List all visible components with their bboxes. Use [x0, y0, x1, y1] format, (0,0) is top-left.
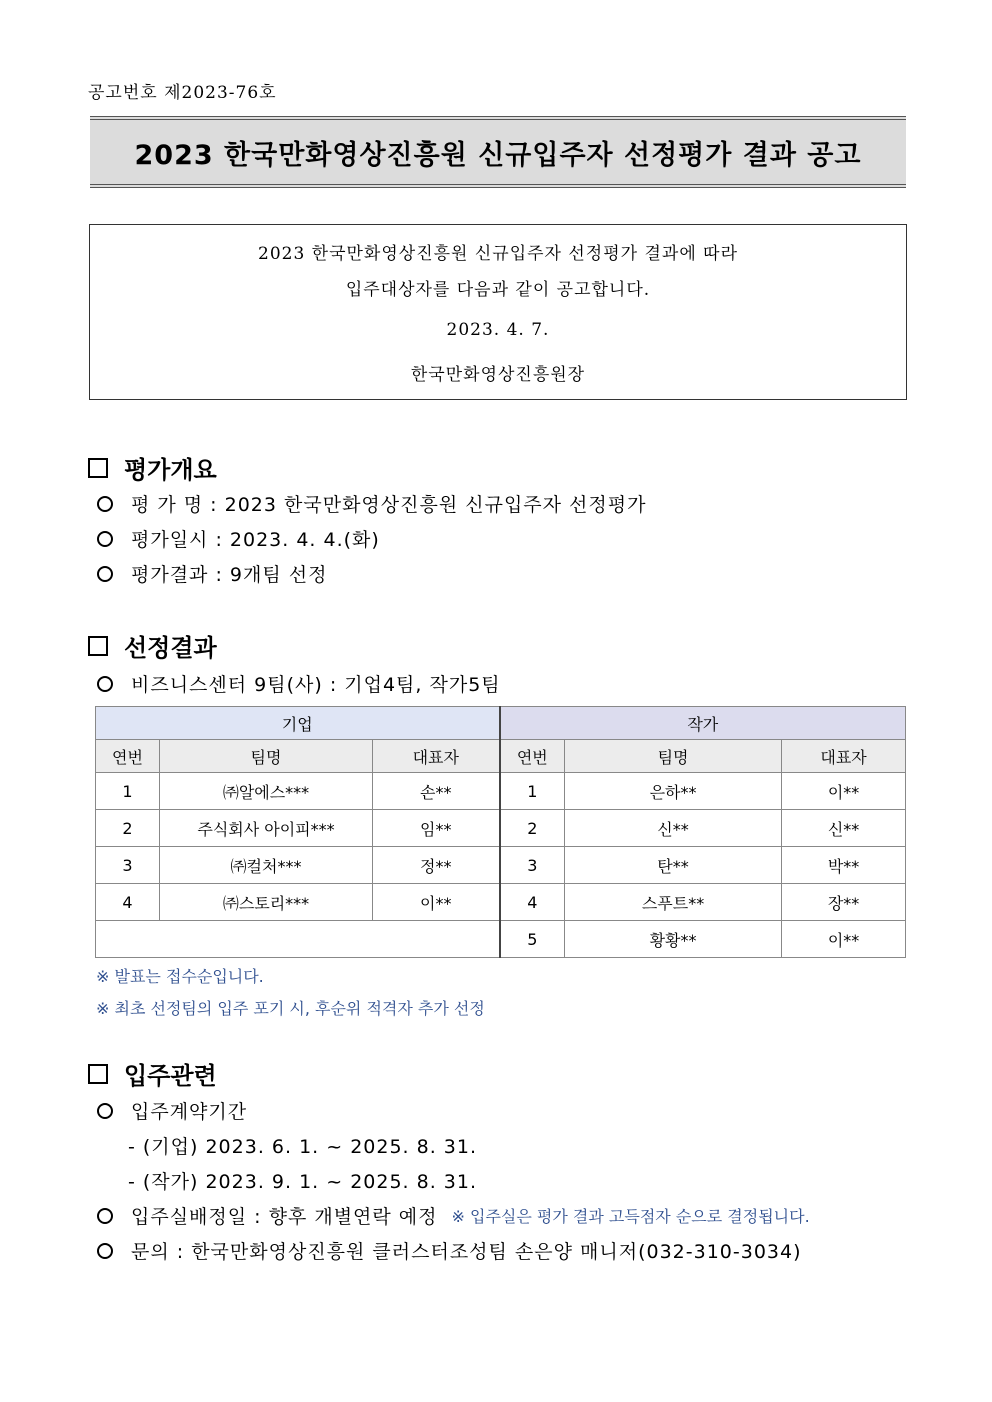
- results-summary-text: 비즈니스센터 9팀(사) : 기업4팀, 작가5팀: [131, 674, 501, 696]
- section-results-heading: [88, 628, 217, 663]
- table-header-row: [96, 740, 906, 773]
- checkbox-square-icon: [88, 458, 108, 478]
- column-header: 팀명: [160, 740, 373, 773]
- table-cell: 3: [500, 847, 565, 884]
- overview-item-result: [97, 560, 327, 587]
- notice-number: 공고번호 제2023-76호: [88, 83, 277, 103]
- table-cell: ㈜스토리***: [160, 884, 373, 921]
- circle-bullet-icon: [97, 1243, 113, 1259]
- table-cell: 5: [500, 921, 565, 958]
- section-overview-title: 평가개요: [124, 456, 217, 484]
- table-cell: 은하**: [565, 773, 782, 810]
- overview-item-text: 평가일시 : 2023. 4. 4.(화): [131, 529, 380, 551]
- results-summary: [97, 670, 501, 697]
- column-header: 대표자: [782, 740, 906, 773]
- circle-bullet-icon: [97, 676, 113, 692]
- column-header: 연번: [96, 740, 160, 773]
- table-row: [96, 773, 906, 810]
- room-assignment: [97, 1202, 810, 1229]
- table-cell: 장**: [782, 884, 906, 921]
- contract-company: - (기업) 2023. 6. 1. ~ 2025. 8. 31.: [128, 1136, 478, 1158]
- table-cell: 4: [500, 884, 565, 921]
- table-cell: 4: [96, 884, 160, 921]
- table-row: [96, 921, 906, 958]
- table-cell: 손**: [373, 773, 500, 810]
- column-header: 팀명: [565, 740, 782, 773]
- checkbox-square-icon: [88, 636, 108, 656]
- overview-item-date: [97, 525, 380, 552]
- contact-info: [97, 1237, 802, 1264]
- table-group-header-row: [96, 707, 906, 740]
- results-table: [95, 706, 906, 958]
- contact-text: 문의 : 한국만화영상진흥원 클러스터조성팀 손은양 매니저(032-310-3034): [131, 1241, 802, 1263]
- note-order: ※ 발표는 접수순입니다.: [96, 967, 264, 986]
- table-cell: 2: [500, 810, 565, 847]
- circle-bullet-icon: [97, 1103, 113, 1119]
- intro-issuer: 한국만화영상진흥원장: [410, 365, 586, 385]
- circle-bullet-icon: [97, 1208, 113, 1224]
- intro-date: 2023. 4. 7.: [446, 320, 550, 340]
- table-cell: 1: [500, 773, 565, 810]
- table-cell: 임**: [373, 810, 500, 847]
- table-row: [96, 847, 906, 884]
- table-cell: 스푸트**: [565, 884, 782, 921]
- section-move-in-title: 입주관련: [124, 1062, 217, 1090]
- table-cell: 신**: [565, 810, 782, 847]
- circle-bullet-icon: [97, 531, 113, 547]
- group-header-company: 기업: [96, 707, 500, 740]
- circle-bullet-icon: [97, 496, 113, 512]
- table-cell: 이**: [373, 884, 500, 921]
- table-cell: 3: [96, 847, 160, 884]
- table-cell: 정**: [373, 847, 500, 884]
- document-title: 2023 한국만화영상진흥원 신규입주자 선정평가 결과 공고: [134, 139, 862, 171]
- table-row: [96, 884, 906, 921]
- intro-line-1: 2023 한국만화영상진흥원 신규입주자 선정평가 결과에 따라: [258, 244, 738, 264]
- table-cell: 신**: [782, 810, 906, 847]
- room-assignment-label: 입주실배정일 : 향후 개별연락 예정: [131, 1206, 438, 1228]
- table-cell: 1: [96, 773, 160, 810]
- table-cell: 황황**: [565, 921, 782, 958]
- section-overview-heading: [88, 450, 217, 485]
- overview-item-name: [97, 490, 646, 517]
- table-row: [96, 810, 906, 847]
- room-assignment-note: ※ 입주실은 평가 결과 고득점자 순으로 결정됩니다.: [451, 1207, 810, 1226]
- circle-bullet-icon: [97, 566, 113, 582]
- intro-box: [89, 224, 907, 400]
- contract-artist: - (작가) 2023. 9. 1. ~ 2025. 8. 31.: [128, 1171, 478, 1193]
- column-header: 연번: [500, 740, 565, 773]
- table-cell: 탄**: [565, 847, 782, 884]
- checkbox-square-icon: [88, 1064, 108, 1084]
- table-cell-empty: [96, 921, 500, 958]
- note-replacement: ※ 최초 선정팀의 입주 포기 시, 후순위 적격자 추가 선정: [96, 999, 485, 1018]
- table-cell: 주식회사 아이피***: [160, 810, 373, 847]
- overview-item-text: 평 가 명 : 2023 한국만화영상진흥원 신규입주자 선정평가: [131, 494, 647, 516]
- table-cell: ㈜알에스***: [160, 773, 373, 810]
- overview-item-text: 평가결과 : 9개팀 선정: [131, 564, 328, 586]
- group-header-artist: 작가: [500, 707, 906, 740]
- column-header: 대표자: [373, 740, 500, 773]
- table-cell: 2: [96, 810, 160, 847]
- intro-line-2: 입주대상자를 다음과 같이 공고합니다.: [345, 280, 651, 300]
- table-cell: ㈜컬처***: [160, 847, 373, 884]
- section-move-in-heading: [88, 1056, 217, 1091]
- table-cell: 박**: [782, 847, 906, 884]
- title-banner: [90, 116, 906, 188]
- section-results-title: 선정결과: [124, 634, 217, 662]
- contract-period: [97, 1097, 247, 1124]
- table-cell: 이**: [782, 921, 906, 958]
- table-cell: 이**: [782, 773, 906, 810]
- contract-period-label: 입주계약기간: [131, 1101, 248, 1123]
